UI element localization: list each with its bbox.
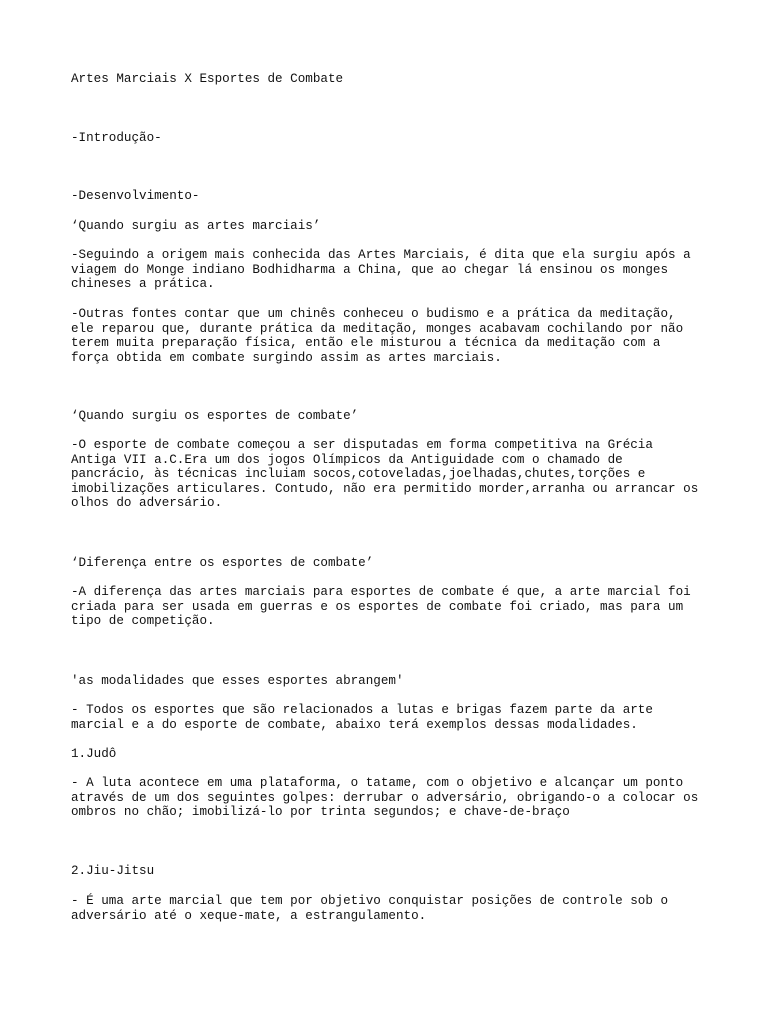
section2-paragraph1 (71, 438, 698, 511)
text-line: -Seguindo a origem mais conhecida das Artes Marciais, é dita que ela surgiu após a (71, 248, 691, 262)
text-line: criada para ser usada em guerras e os esportes de combate foi criado, mas para um (71, 599, 684, 614)
text-line: - É uma arte marcial que tem por objetivo conquistar posições de controle sob o (71, 894, 669, 908)
text-line: viagem do Monge indiano Bodhidharma a China, que ao chegar lá ensinou os monges (71, 262, 669, 277)
intro-heading: -Introdução- (71, 131, 162, 145)
text-line: -O esporte de combate começou a ser disputadas em forma competitiva na Grécia (71, 438, 653, 452)
text-line: ombros no chão; imobilizá-lo por trinta segundos; e chave-de-braço (71, 805, 570, 820)
development-heading: -Desenvolvimento- (71, 189, 200, 203)
text-line: -A diferença das artes marciais para esportes de combate é que, a arte marcial foi (71, 585, 691, 599)
section4-paragraph1 (71, 703, 653, 732)
text-line: Antiga VII a.C.Era um dos jogos Olímpicos da Antiguidade com o chamado de (71, 452, 623, 467)
text-line: através de um dos seguintes golpes: derrubar o adversário, obrigando-o a colocar os (71, 790, 699, 805)
item2-paragraph (71, 894, 668, 923)
text-line: ele reparou que, durante prática da meditação, monges acabavam cochilando por não (71, 321, 684, 336)
section1-paragraph1 (71, 248, 691, 292)
section4-heading: 'as modalidades que esses esportes abrangem' (71, 674, 404, 688)
item1-paragraph (71, 776, 698, 820)
text-line: imobilizações articulares. Contudo, não era permitido morder,arranha ou arrancar os (71, 481, 699, 496)
text-line: chineses a prática. (71, 277, 215, 292)
text-line: tipo de competição. (71, 614, 215, 629)
section1-paragraph2 (71, 307, 683, 365)
section2-heading: ‘Quando surgiu os esportes de combate’ (71, 409, 359, 423)
text-line: - Todos os esportes que são relacionados a lutas e brigas fazem parte da arte (71, 703, 653, 717)
text-line: adversário até o xeque-mate, a estrangulamento. (71, 908, 427, 923)
section3-heading: ‘Diferença entre os esportes de combate’ (71, 556, 374, 570)
text-line: marcial e a do esporte de combate, abaixo terá exemplos dessas modalidades. (71, 717, 638, 732)
section1-heading: ‘Quando surgiu as artes marciais’ (71, 219, 321, 233)
item1-title: 1.Judô (71, 747, 117, 761)
text-line: - A luta acontece em uma plataforma, o tatame, com o objetivo e alcançar um ponto (71, 776, 684, 790)
section3-paragraph1 (71, 585, 691, 629)
document-title: Artes Marciais X Esportes de Combate (71, 72, 344, 86)
text-line: pancrácio, às técnicas incluiam socos,cotoveladas,joelhadas,chutes,torções e (71, 467, 646, 482)
text-line: força obtida em combate surgindo assim as artes marciais. (71, 350, 502, 365)
text-line: terem muita preparação física, então ele misturou a técnica da meditação com a (71, 336, 661, 351)
text-line: -Outras fontes contar que um chinês conheceu o budismo e a prática da meditação, (71, 307, 676, 321)
text-line: olhos do adversário. (71, 496, 223, 511)
item2-title: 2.Jiu-Jitsu (71, 864, 155, 878)
